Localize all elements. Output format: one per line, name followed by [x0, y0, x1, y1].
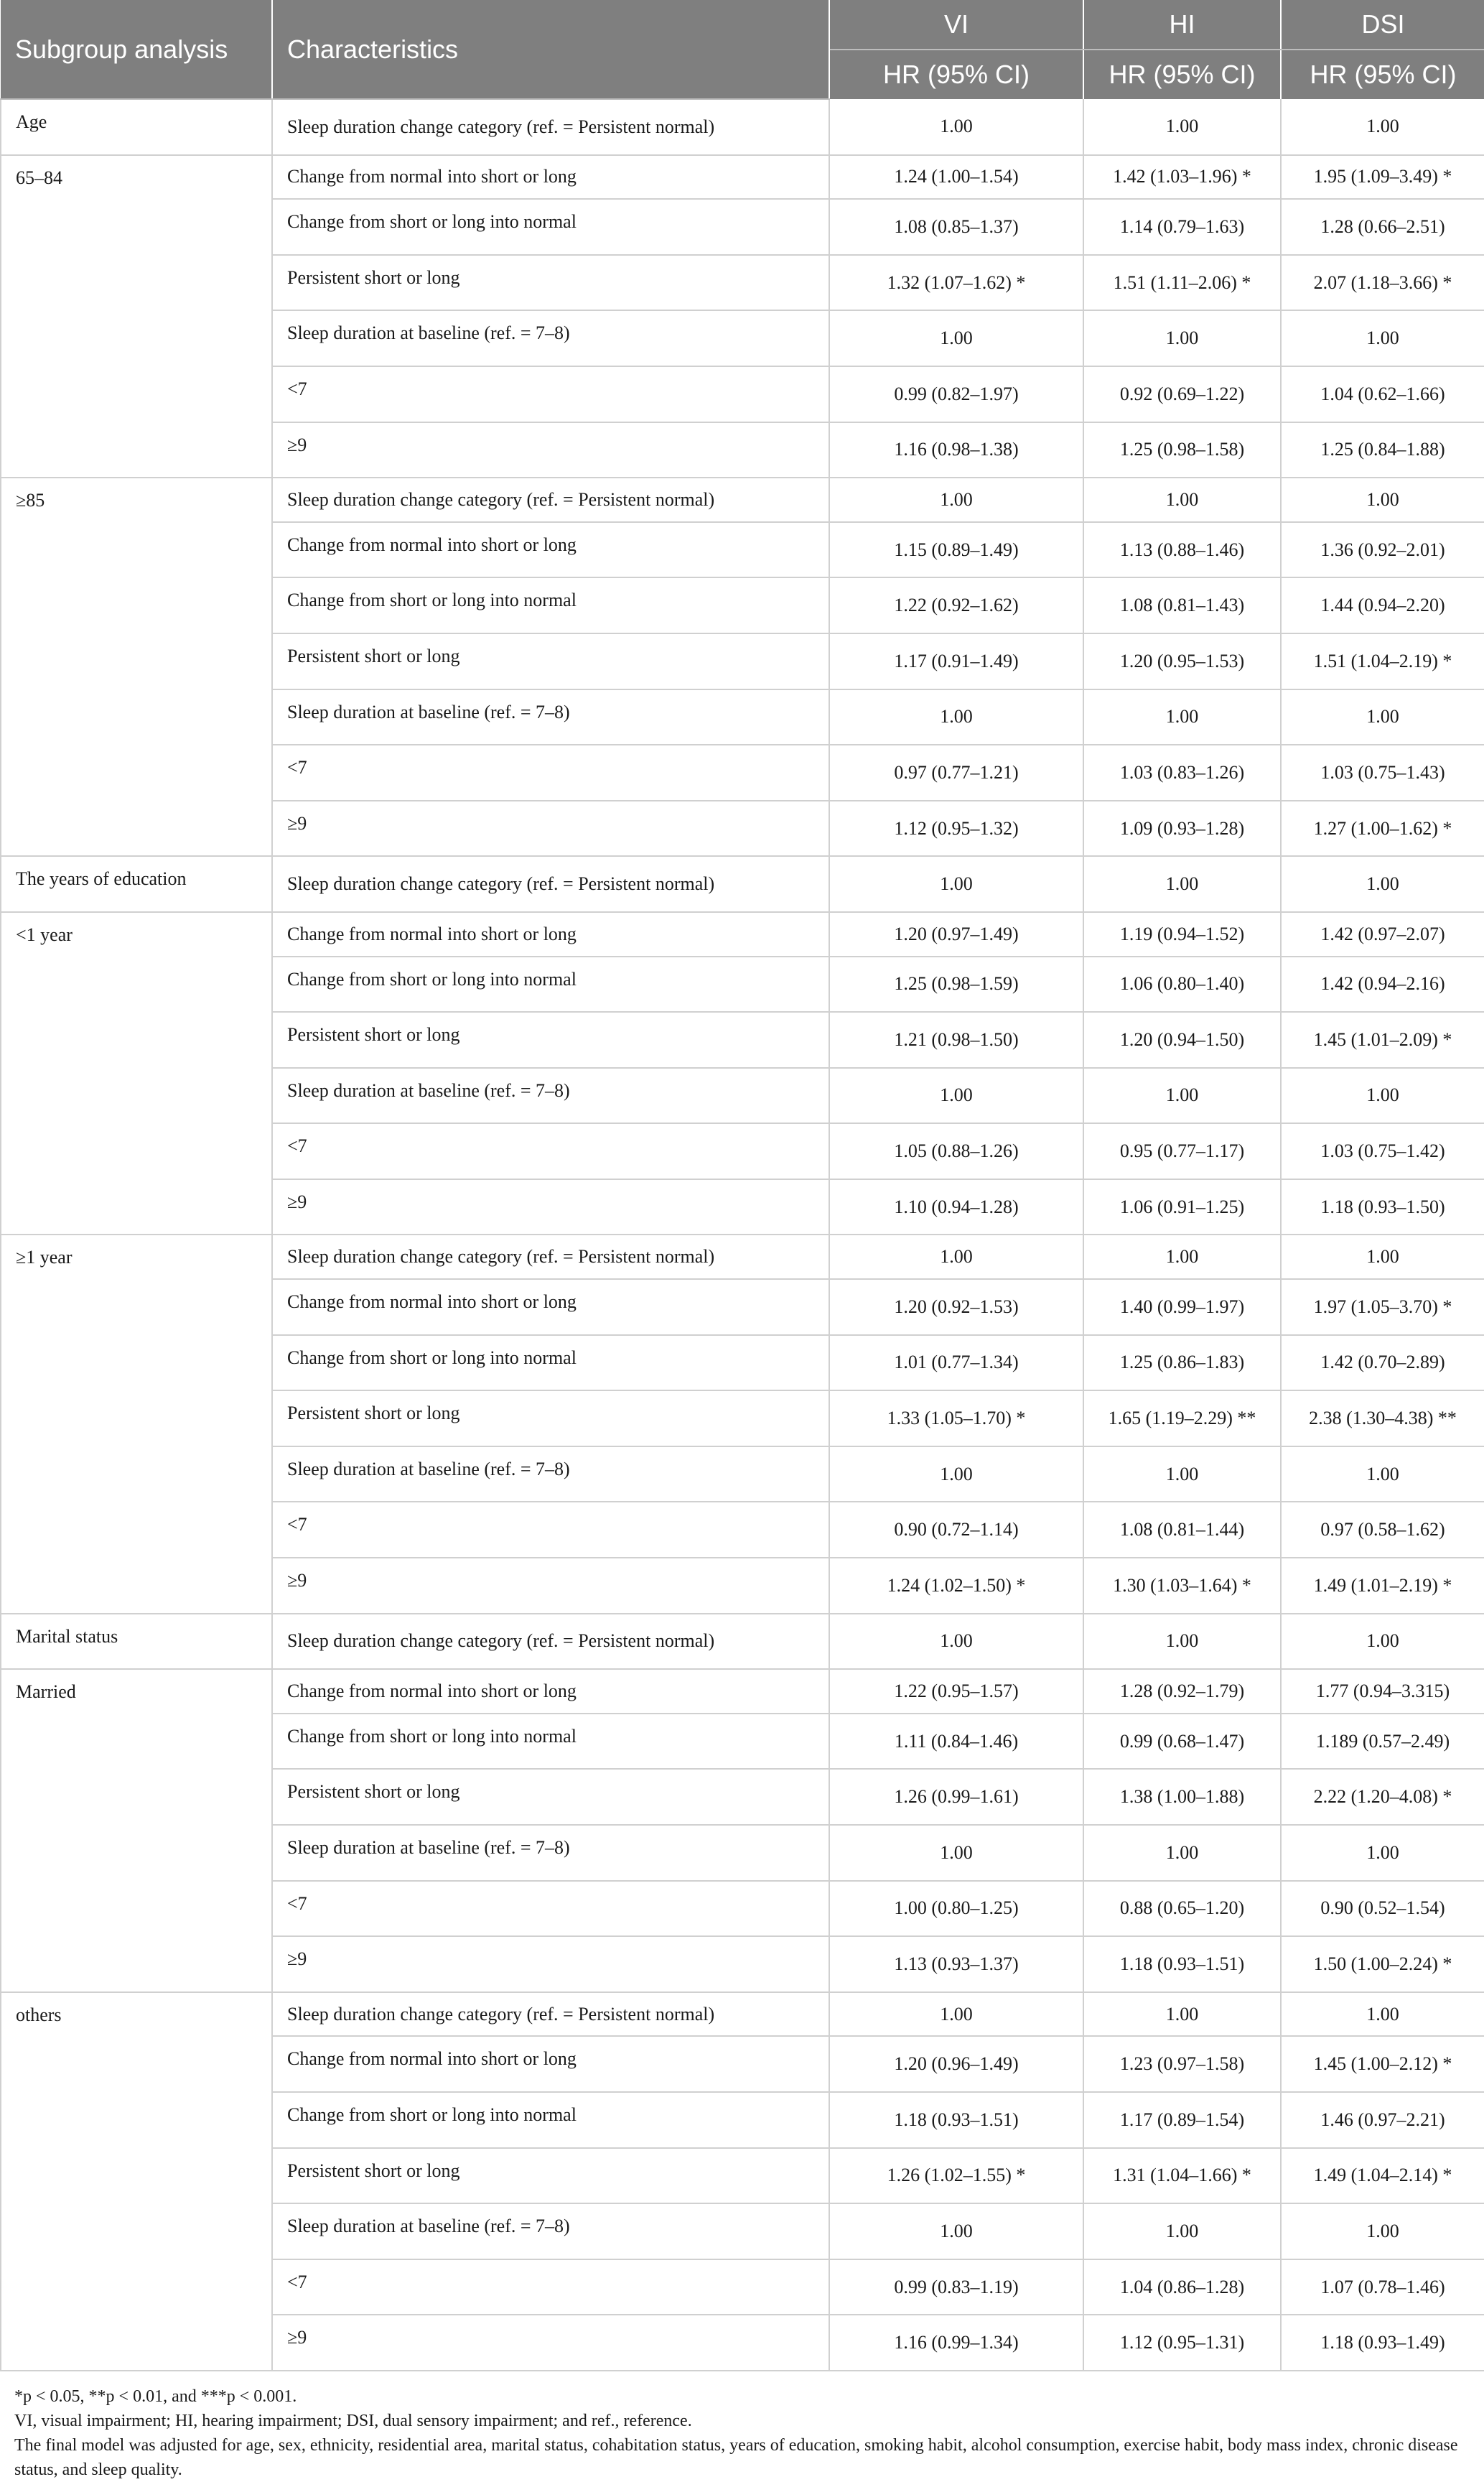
footnote-significance: *p < 0.05, **p < 0.01, and ***p < 0.001. [14, 2386, 297, 2406]
hi-hr-cell: 1.18 (0.93–1.51) [1083, 1936, 1281, 1992]
vi-hr-cell: 1.00 (0.80–1.25) [829, 1881, 1083, 1937]
characteristic-cell: Change from normal into short or long [272, 522, 829, 578]
hi-hr-cell: 1.00 [1083, 856, 1281, 912]
dsi-hr-cell: 1.95 (1.09–3.49) * [1281, 155, 1484, 200]
vi-hr-cell: 1.25 (0.98–1.59) [829, 957, 1083, 1013]
dsi-hr-cell: 1.46 (0.97–2.21) [1281, 2092, 1484, 2148]
table-row [1, 1614, 1484, 1670]
characteristic-cell: Change from normal into short or long [272, 1669, 829, 1714]
vi-hr-cell: 1.15 (0.89–1.49) [829, 522, 1083, 578]
dsi-hr-cell: 1.45 (1.01–2.09) * [1281, 1012, 1484, 1068]
dsi-hr-cell: 1.42 (0.70–2.89) [1281, 1335, 1484, 1391]
hi-hr-cell: 1.31 (1.04–1.66) * [1083, 2148, 1281, 2204]
vi-hr-cell: 1.00 [829, 1068, 1083, 1124]
characteristic-cell: <7 [272, 1123, 829, 1179]
dsi-hr-cell: 1.27 (1.00–1.62) * [1281, 801, 1484, 857]
dsi-hr-cell: 0.90 (0.52–1.54) [1281, 1881, 1484, 1937]
hi-hr-cell: 1.00 [1083, 478, 1281, 522]
characteristic-cell: <7 [272, 2259, 829, 2315]
characteristic-cell: Sleep duration at baseline (ref. = 7–8) [272, 1068, 829, 1124]
table-row [1, 1235, 1484, 1279]
hi-hr-cell: 1.00 [1083, 1068, 1281, 1124]
characteristic-cell: Sleep duration change category (ref. = Persistent normal) [272, 1235, 829, 1279]
characteristic-cell: ≥9 [272, 422, 829, 478]
hi-hr-cell: 1.42 (1.03–1.96) * [1083, 155, 1281, 200]
characteristic-cell: Sleep duration at baseline (ref. = 7–8) [272, 689, 829, 745]
vi-hr-cell: 1.26 (1.02–1.55) * [829, 2148, 1083, 2204]
hi-hr-cell: 1.19 (0.94–1.52) [1083, 912, 1281, 957]
hi-hr-cell: 1.28 (0.92–1.79) [1083, 1669, 1281, 1714]
table-row [1, 155, 1484, 200]
table-row [1, 478, 1484, 522]
subgroup-label: ≥1 year [1, 1235, 272, 1613]
vi-hr-cell: 0.97 (0.77–1.21) [829, 745, 1083, 801]
characteristic-cell: Change from short or long into normal [272, 199, 829, 255]
dsi-hr-cell: 1.77 (0.94–3.315) [1281, 1669, 1484, 1714]
characteristic-cell: Sleep duration at baseline (ref. = 7–8) [272, 310, 829, 366]
table-body [1, 99, 1484, 2371]
vi-hr-cell: 1.26 (0.99–1.61) [829, 1769, 1083, 1825]
dsi-hr-cell: 1.44 (0.94–2.20) [1281, 577, 1484, 633]
vi-hr-cell: 1.08 (0.85–1.37) [829, 199, 1083, 255]
hi-hr-cell: 0.88 (0.65–1.20) [1083, 1881, 1281, 1937]
header-hr-vi: HR (95% CI) [829, 50, 1083, 99]
vi-hr-cell: 1.10 (0.94–1.28) [829, 1179, 1083, 1235]
hi-hr-cell: 1.08 (0.81–1.43) [1083, 577, 1281, 633]
dsi-hr-cell: 1.00 [1281, 1446, 1484, 1502]
header-subgroup: Subgroup analysis [1, 0, 272, 99]
characteristic-cell: Sleep duration at baseline (ref. = 7–8) [272, 2203, 829, 2259]
dsi-hr-cell: 1.49 (1.04–2.14) * [1281, 2148, 1484, 2204]
dsi-hr-cell: 1.00 [1281, 689, 1484, 745]
characteristic-cell: Change from short or long into normal [272, 1335, 829, 1391]
vi-hr-cell: 1.00 [829, 1235, 1083, 1279]
dsi-hr-cell: 1.00 [1281, 1825, 1484, 1881]
dsi-hr-cell: 1.00 [1281, 1068, 1484, 1124]
hi-hr-cell: 1.04 (0.86–1.28) [1083, 2259, 1281, 2315]
hi-hr-cell: 1.25 (0.86–1.83) [1083, 1335, 1281, 1391]
subgroup-label: The years of education [1, 856, 272, 912]
table-footnotes [0, 2371, 1484, 2482]
hi-hr-cell: 0.99 (0.68–1.47) [1083, 1714, 1281, 1770]
vi-hr-cell: 1.24 (1.02–1.50) * [829, 1558, 1083, 1614]
hi-hr-cell: 1.14 (0.79–1.63) [1083, 199, 1281, 255]
dsi-hr-cell: 1.189 (0.57–2.49) [1281, 1714, 1484, 1770]
hi-hr-cell: 1.51 (1.11–2.06) * [1083, 255, 1281, 311]
hi-hr-cell: 1.20 (0.95–1.53) [1083, 633, 1281, 689]
subgroup-label: Marital status [1, 1614, 272, 1670]
vi-hr-cell: 1.00 [829, 1446, 1083, 1502]
characteristic-cell: Change from normal into short or long [272, 1279, 829, 1335]
hi-hr-cell: 1.17 (0.89–1.54) [1083, 2092, 1281, 2148]
hi-hr-cell: 1.00 [1083, 1992, 1281, 2037]
characteristic-cell: Persistent short or long [272, 2148, 829, 2204]
hi-hr-cell: 1.00 [1083, 310, 1281, 366]
dsi-hr-cell: 1.00 [1281, 2203, 1484, 2259]
characteristic-cell: <7 [272, 366, 829, 422]
dsi-hr-cell: 1.18 (0.93–1.49) [1281, 2315, 1484, 2371]
hi-hr-cell: 1.25 (0.98–1.58) [1083, 422, 1281, 478]
hi-hr-cell: 1.00 [1083, 2203, 1281, 2259]
vi-hr-cell: 1.01 (0.77–1.34) [829, 1335, 1083, 1391]
vi-hr-cell: 1.00 [829, 478, 1083, 522]
table-row [1, 1669, 1484, 1714]
hi-hr-cell: 1.65 (1.19–2.29) ** [1083, 1390, 1281, 1446]
header-characteristics: Characteristics [272, 0, 829, 99]
characteristic-cell: Sleep duration change category (ref. = Persistent normal) [272, 99, 829, 155]
characteristic-cell: Change from short or long into normal [272, 577, 829, 633]
vi-hr-cell: 1.24 (1.00–1.54) [829, 155, 1083, 200]
characteristic-cell: Persistent short or long [272, 1390, 829, 1446]
vi-hr-cell: 1.16 (0.99–1.34) [829, 2315, 1083, 2371]
hi-hr-cell: 1.00 [1083, 1614, 1281, 1670]
dsi-hr-cell: 1.07 (0.78–1.46) [1281, 2259, 1484, 2315]
hi-hr-cell: 1.08 (0.81–1.44) [1083, 1502, 1281, 1558]
table-row [1, 912, 1484, 957]
dsi-hr-cell: 1.28 (0.66–2.51) [1281, 199, 1484, 255]
vi-hr-cell: 1.12 (0.95–1.32) [829, 801, 1083, 857]
dsi-hr-cell: 1.00 [1281, 478, 1484, 522]
dsi-hr-cell: 1.00 [1281, 1235, 1484, 1279]
hi-hr-cell: 0.95 (0.77–1.17) [1083, 1123, 1281, 1179]
characteristic-cell: ≥9 [272, 801, 829, 857]
dsi-hr-cell: 1.00 [1281, 1614, 1484, 1670]
dsi-hr-cell: 2.22 (1.20–4.08) * [1281, 1769, 1484, 1825]
vi-hr-cell: 0.99 (0.83–1.19) [829, 2259, 1083, 2315]
dsi-hr-cell: 1.42 (0.97–2.07) [1281, 912, 1484, 957]
vi-hr-cell: 1.00 [829, 99, 1083, 155]
vi-hr-cell: 1.13 (0.93–1.37) [829, 1936, 1083, 1992]
subgroup-label: Married [1, 1669, 272, 1992]
dsi-hr-cell: 1.04 (0.62–1.66) [1281, 366, 1484, 422]
subgroup-label: <1 year [1, 912, 272, 1235]
vi-hr-cell: 1.22 (0.95–1.57) [829, 1669, 1083, 1714]
hi-hr-cell: 1.20 (0.94–1.50) [1083, 1012, 1281, 1068]
vi-hr-cell: 1.00 [829, 689, 1083, 745]
dsi-hr-cell: 1.00 [1281, 1992, 1484, 2037]
characteristic-cell: Sleep duration change category (ref. = Persistent normal) [272, 856, 829, 912]
characteristic-cell: Sleep duration change category (ref. = Persistent normal) [272, 1614, 829, 1670]
characteristic-cell: Change from normal into short or long [272, 2036, 829, 2092]
dsi-hr-cell: 1.50 (1.00–2.24) * [1281, 1936, 1484, 1992]
footnote-adjustment: The final model was adjusted for age, sex, ethnicity, residential area, marital status, cohabitation status, years of education, smoking habit, alcohol consumption, exercise habit, body mass index, chronic disease status, and sleep quality. [14, 2435, 1458, 2479]
dsi-hr-cell: 1.42 (0.94–2.16) [1281, 957, 1484, 1013]
hi-hr-cell: 1.00 [1083, 99, 1281, 155]
characteristic-cell: <7 [272, 1502, 829, 1558]
vi-hr-cell: 1.05 (0.88–1.26) [829, 1123, 1083, 1179]
characteristic-cell: Persistent short or long [272, 633, 829, 689]
dsi-hr-cell: 1.00 [1281, 99, 1484, 155]
vi-hr-cell: 1.18 (0.93–1.51) [829, 2092, 1083, 2148]
vi-hr-cell: 1.00 [829, 1992, 1083, 2037]
hi-hr-cell: 1.40 (0.99–1.97) [1083, 1279, 1281, 1335]
characteristic-cell: <7 [272, 745, 829, 801]
subgroup-label: ≥85 [1, 478, 272, 856]
dsi-hr-cell: 1.45 (1.00–2.12) * [1281, 2036, 1484, 2092]
characteristic-cell: Persistent short or long [272, 1012, 829, 1068]
characteristic-cell: Sleep duration change category (ref. = Persistent normal) [272, 1992, 829, 2037]
characteristic-cell: <7 [272, 1881, 829, 1937]
hi-hr-cell: 1.00 [1083, 689, 1281, 745]
vi-hr-cell: 1.20 (0.97–1.49) [829, 912, 1083, 957]
vi-hr-cell: 1.33 (1.05–1.70) * [829, 1390, 1083, 1446]
table-row [1, 1992, 1484, 2037]
characteristic-cell: ≥9 [272, 1936, 829, 1992]
characteristic-cell: Persistent short or long [272, 1769, 829, 1825]
hi-hr-cell: 1.12 (0.95–1.31) [1083, 2315, 1281, 2371]
vi-hr-cell: 1.16 (0.98–1.38) [829, 422, 1083, 478]
dsi-hr-cell: 1.03 (0.75–1.43) [1281, 745, 1484, 801]
characteristic-cell: Sleep duration at baseline (ref. = 7–8) [272, 1446, 829, 1502]
hi-hr-cell: 1.30 (1.03–1.64) * [1083, 1558, 1281, 1614]
hi-hr-cell: 1.09 (0.93–1.28) [1083, 801, 1281, 857]
hi-hr-cell: 1.13 (0.88–1.46) [1083, 522, 1281, 578]
vi-hr-cell: 1.11 (0.84–1.46) [829, 1714, 1083, 1770]
dsi-hr-cell: 0.97 (0.58–1.62) [1281, 1502, 1484, 1558]
subgroup-label: others [1, 1992, 272, 2371]
hi-hr-cell: 1.06 (0.91–1.25) [1083, 1179, 1281, 1235]
dsi-hr-cell: 1.00 [1281, 310, 1484, 366]
characteristic-cell: Change from normal into short or long [272, 155, 829, 200]
dsi-hr-cell: 1.25 (0.84–1.88) [1281, 422, 1484, 478]
dsi-hr-cell: 1.36 (0.92–2.01) [1281, 522, 1484, 578]
subgroup-label: 65–84 [1, 155, 272, 478]
header-dsi: DSI [1281, 0, 1484, 50]
vi-hr-cell: 1.00 [829, 310, 1083, 366]
hi-hr-cell: 1.00 [1083, 1446, 1281, 1502]
hi-hr-cell: 1.00 [1083, 1825, 1281, 1881]
characteristic-cell: Change from short or long into normal [272, 2092, 829, 2148]
vi-hr-cell: 1.00 [829, 1614, 1083, 1670]
table-header [1, 0, 1484, 99]
vi-hr-cell: 1.20 (0.92–1.53) [829, 1279, 1083, 1335]
hi-hr-cell: 1.38 (1.00–1.88) [1083, 1769, 1281, 1825]
vi-hr-cell: 1.21 (0.98–1.50) [829, 1012, 1083, 1068]
dsi-hr-cell: 1.03 (0.75–1.42) [1281, 1123, 1484, 1179]
header-hr-hi: HR (95% CI) [1083, 50, 1281, 99]
vi-hr-cell: 1.20 (0.96–1.49) [829, 2036, 1083, 2092]
dsi-hr-cell: 1.18 (0.93–1.50) [1281, 1179, 1484, 1235]
vi-hr-cell: 1.00 [829, 1825, 1083, 1881]
dsi-hr-cell: 1.51 (1.04–2.19) * [1281, 633, 1484, 689]
hi-hr-cell: 1.00 [1083, 1235, 1281, 1279]
vi-hr-cell: 1.00 [829, 2203, 1083, 2259]
characteristic-cell: Sleep duration change category (ref. = Persistent normal) [272, 478, 829, 522]
hi-hr-cell: 1.06 (0.80–1.40) [1083, 957, 1281, 1013]
header-vi: VI [829, 0, 1083, 50]
vi-hr-cell: 1.32 (1.07–1.62) * [829, 255, 1083, 311]
vi-hr-cell: 0.90 (0.72–1.14) [829, 1502, 1083, 1558]
characteristic-cell: Change from normal into short or long [272, 912, 829, 957]
dsi-hr-cell: 2.38 (1.30–4.38) ** [1281, 1390, 1484, 1446]
vi-hr-cell: 1.00 [829, 856, 1083, 912]
characteristic-cell: Persistent short or long [272, 255, 829, 311]
header-hi: HI [1083, 0, 1281, 50]
dsi-hr-cell: 1.49 (1.01–2.19) * [1281, 1558, 1484, 1614]
table-row [1, 99, 1484, 155]
header-hr-dsi: HR (95% CI) [1281, 50, 1484, 99]
hi-hr-cell: 0.92 (0.69–1.22) [1083, 366, 1281, 422]
vi-hr-cell: 1.17 (0.91–1.49) [829, 633, 1083, 689]
characteristic-cell: Change from short or long into normal [272, 1714, 829, 1770]
vi-hr-cell: 0.99 (0.82–1.97) [829, 366, 1083, 422]
subgroup-label: Age [1, 99, 272, 155]
dsi-hr-cell: 1.97 (1.05–3.70) * [1281, 1279, 1484, 1335]
characteristic-cell: ≥9 [272, 1179, 829, 1235]
hi-hr-cell: 1.03 (0.83–1.26) [1083, 745, 1281, 801]
characteristic-cell: Change from short or long into normal [272, 957, 829, 1013]
characteristic-cell: ≥9 [272, 2315, 829, 2371]
footnote-abbreviations: VI, visual impairment; HI, hearing impairment; DSI, dual sensory impairment; and ref., reference. [14, 2411, 692, 2430]
table-row [1, 856, 1484, 912]
vi-hr-cell: 1.22 (0.92–1.62) [829, 577, 1083, 633]
dsi-hr-cell: 1.00 [1281, 856, 1484, 912]
characteristic-cell: Sleep duration at baseline (ref. = 7–8) [272, 1825, 829, 1881]
hi-hr-cell: 1.23 (0.97–1.58) [1083, 2036, 1281, 2092]
dsi-hr-cell: 2.07 (1.18–3.66) * [1281, 255, 1484, 311]
characteristic-cell: ≥9 [272, 1558, 829, 1614]
